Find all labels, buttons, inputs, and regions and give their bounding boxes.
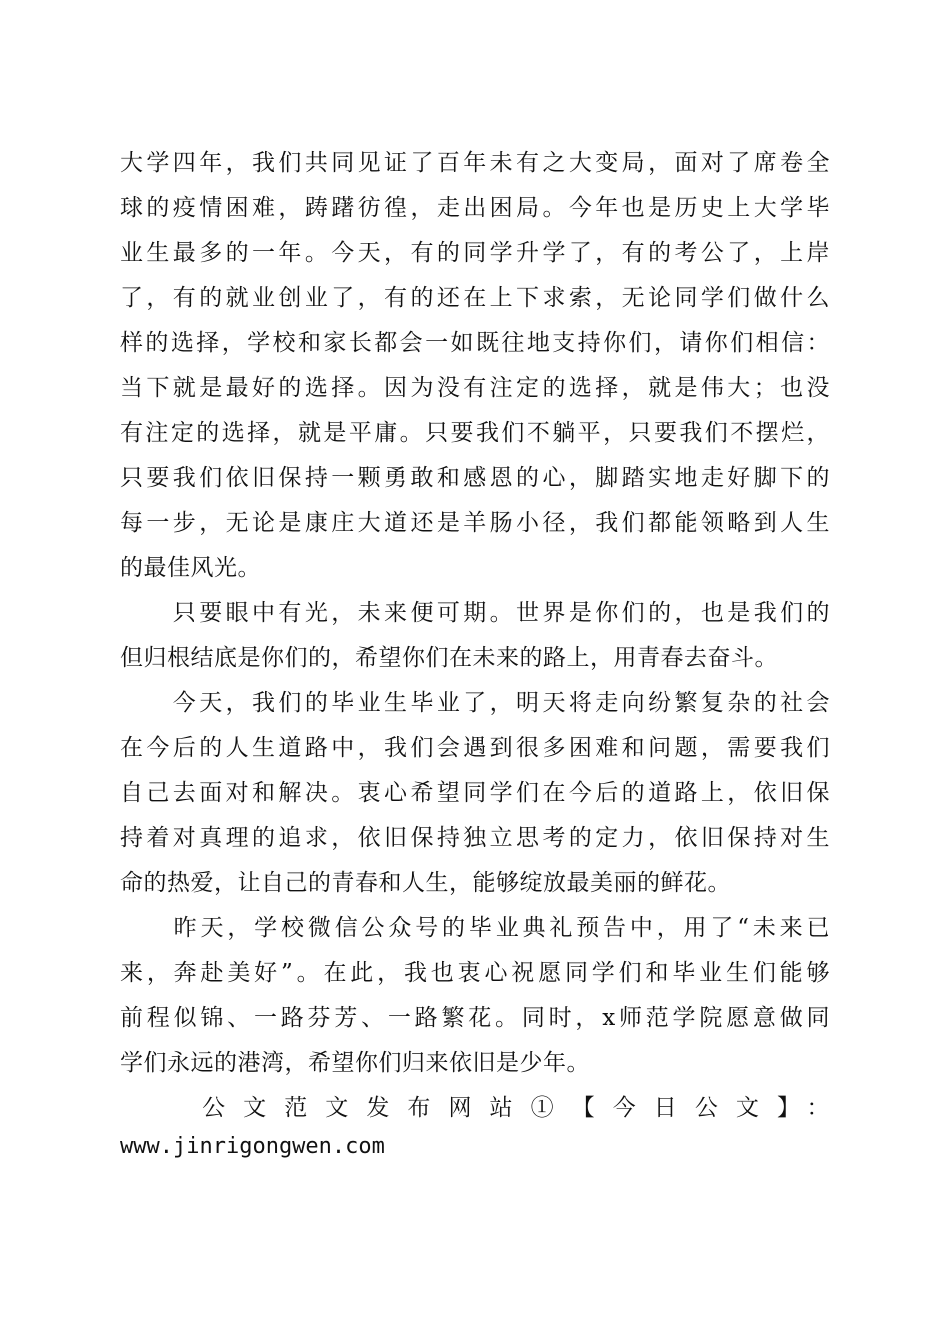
text-line: 当下就是最好的选择。因为没有注定的选择，就是伟大；也没 xyxy=(120,375,830,401)
paragraph-line: 只要眼中有光，未来便可期。世界是你们的，也是我们的 xyxy=(120,600,830,626)
text-line: 了，有的就业创业了，有的还在上下求索，无论同学们做什么 xyxy=(120,285,830,311)
text-line: 自己去面对和解决。衷心希望同学们在今后的道路上，依旧保 xyxy=(120,780,830,806)
text-line: 只要我们依旧保持一颗勇敢和感恩的心，脚踏实地走好脚下的 xyxy=(120,465,830,491)
website-url: www.jinrigongwen.com xyxy=(120,1134,385,1159)
text-line: 有注定的选择，就是平庸。只要我们不躺平，只要我们不摆烂， xyxy=(120,420,830,446)
text-line: 业生最多的一年。今天，有的同学升学了，有的考公了，上岸 xyxy=(120,240,830,266)
text-line: 来，奔赴美好”。在此，我也衷心祝愿同学们和毕业生们能够 xyxy=(120,960,830,986)
text-line: 学们永远的港湾，希望你们归来依旧是少年。 xyxy=(120,1050,590,1076)
text-line: 每一步，无论是康庄大道还是羊肠小径，我们都能领略到人生 xyxy=(120,510,830,536)
text-line: 样的选择，学校和家长都会一如既往地支持你们，请你们相信： xyxy=(120,330,830,356)
text-line: 在今后的人生道路中，我们会遇到很多困难和问题，需要我们 xyxy=(120,735,830,761)
text-line: 球的疫情困难，踌躇彷徨，走出困局。今年也是历史上大学毕 xyxy=(120,195,830,221)
text-line: 持着对真理的追求，依旧保持独立思考的定力，依旧保持对生 xyxy=(120,825,830,851)
text-line: 命的热爱，让自己的青春和人生，能够绽放最美丽的鲜花。 xyxy=(120,870,731,896)
paragraph-line: 昨天，学校微信公众号的毕业典礼预告中，用了“未来已 xyxy=(120,915,830,941)
source-line: 公文范文发布网站①【今日公文】： xyxy=(120,1095,830,1121)
text-line: 但归根结底是你们的，希望你们在未来的路上，用青春去奋斗。 xyxy=(120,645,778,671)
text-line: 前程似锦、一路芬芳、一路繁花。同时，x师范学院愿意做同 xyxy=(120,1005,830,1031)
text-line: 的最佳风光。 xyxy=(120,555,261,581)
text-line: 大学四年，我们共同见证了百年未有之大变局，面对了席卷全 xyxy=(120,150,830,176)
paragraph-line: 今天，我们的毕业生毕业了，明天将走向纷繁复杂的社会 xyxy=(120,690,830,716)
